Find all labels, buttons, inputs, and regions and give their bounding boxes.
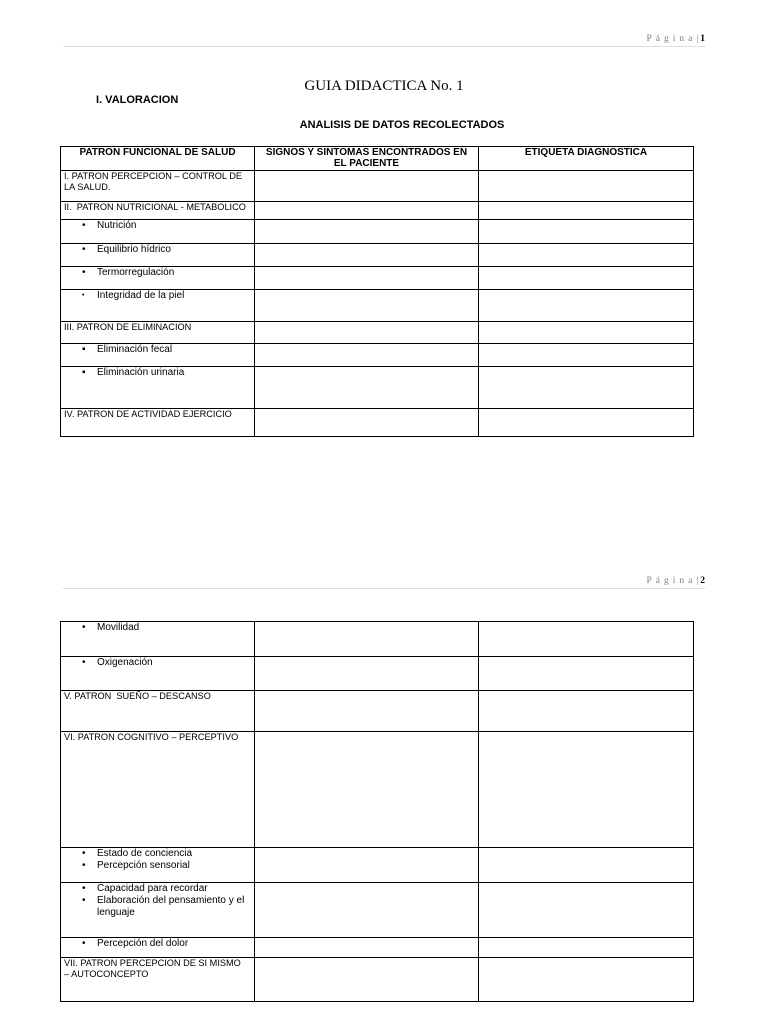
etiqueta-cell xyxy=(478,657,693,690)
etiqueta-cell xyxy=(478,344,693,366)
etiqueta-cell xyxy=(478,938,693,957)
patron-cell xyxy=(60,171,254,201)
etiqueta-cell xyxy=(478,202,693,219)
table-row xyxy=(60,408,693,436)
bullet-icon: • xyxy=(82,895,86,906)
assessment-table xyxy=(60,146,694,437)
list-item-text: Eliminación fecal xyxy=(97,344,173,355)
signos-cell xyxy=(254,202,478,219)
etiqueta-cell xyxy=(478,290,693,321)
signos-cell xyxy=(254,267,478,289)
page-number-header xyxy=(646,33,705,45)
list-item xyxy=(61,895,254,919)
patron-cell xyxy=(60,938,254,957)
table-row xyxy=(60,882,693,937)
patron-cell xyxy=(60,244,254,266)
patron-cell xyxy=(60,958,254,1001)
patron-cell xyxy=(60,267,254,289)
bullet-icon: • xyxy=(82,622,86,633)
list-item-text: Elaboración del pensamiento y el lenguaje xyxy=(97,895,245,918)
bullet-icon: • xyxy=(82,220,86,231)
patron-cell xyxy=(60,290,254,321)
signos-cell xyxy=(254,244,478,266)
patron-cell xyxy=(60,622,254,656)
page-label: Página xyxy=(646,34,697,44)
signos-cell xyxy=(254,848,478,882)
pattern-label: III. PATRON DE ELIMINACION xyxy=(64,322,192,332)
bullet-icon: • xyxy=(82,244,86,255)
signos-cell xyxy=(254,883,478,937)
list-item-text: Eliminación urinaria xyxy=(97,367,185,378)
page-label: Página xyxy=(646,576,697,586)
bullet-icon: • xyxy=(82,938,86,949)
table-caption: ANALISIS DE DATOS RECOLECTADOS xyxy=(299,119,505,131)
table-row xyxy=(60,343,693,366)
etiqueta-cell xyxy=(478,958,693,1001)
bullet-icon: ▪ xyxy=(82,344,86,355)
table-row xyxy=(60,243,693,266)
bullet-icon: • xyxy=(82,860,86,871)
etiqueta-cell xyxy=(478,691,693,731)
page-separator: | xyxy=(696,576,699,586)
column-header-patron: PATRON FUNCIONAL DE SALUD xyxy=(60,147,254,170)
patron-cell xyxy=(60,202,254,219)
table-row xyxy=(60,656,693,690)
etiqueta-cell xyxy=(478,220,693,243)
table-row xyxy=(60,201,693,219)
list-item-text: Integridad de la piel xyxy=(97,290,185,301)
signos-cell xyxy=(254,290,478,321)
signos-cell xyxy=(254,732,478,847)
signos-cell xyxy=(254,367,478,408)
table-row xyxy=(60,266,693,289)
list-item-text: Movilidad xyxy=(97,622,140,633)
list-item-text: Percepción del dolor xyxy=(97,938,189,949)
list-item xyxy=(61,220,254,232)
bullet-icon: • xyxy=(82,292,85,299)
list-item-text: Oxigenación xyxy=(97,657,153,668)
list-item xyxy=(61,860,254,872)
signos-cell xyxy=(254,622,478,656)
list-item xyxy=(61,938,254,950)
list-item-text: Equilibrio hídrico xyxy=(97,244,171,255)
pattern-label: I. PATRON PERCEPCION – CONTROL DE LA SALUD. xyxy=(64,171,245,192)
page-2 xyxy=(0,542,768,1024)
table-header-row xyxy=(60,146,693,170)
pattern-label: IV. PATRON DE ACTIVIDAD EJERCICIO xyxy=(64,409,232,419)
bullet-icon: ▪ xyxy=(82,367,86,378)
pattern-label: II. PATRON NUTRICIONAL - METABOLICO xyxy=(64,202,246,212)
document-title: GUIA DIDACTICA No. 1 xyxy=(304,78,464,94)
etiqueta-cell xyxy=(478,732,693,847)
table-row xyxy=(60,219,693,243)
list-item-text: Estado de conciencia xyxy=(97,848,193,859)
list-item-text: Percepción sensorial xyxy=(97,860,190,871)
signos-cell xyxy=(254,691,478,731)
etiqueta-cell xyxy=(478,848,693,882)
etiqueta-cell xyxy=(478,883,693,937)
assessment-table-continued xyxy=(60,621,694,1002)
bullet-icon: • xyxy=(82,848,86,859)
header-rule xyxy=(63,46,705,47)
signos-cell xyxy=(254,220,478,243)
signos-cell xyxy=(254,657,478,690)
column-header-etiqueta: ETIQUETA DIAGNOSTICA xyxy=(478,147,693,170)
patron-cell xyxy=(60,732,254,847)
signos-cell xyxy=(254,322,478,343)
etiqueta-cell xyxy=(478,171,693,201)
table-row xyxy=(60,937,693,957)
table-row xyxy=(60,731,693,847)
etiqueta-cell xyxy=(478,267,693,289)
table-row xyxy=(60,847,693,882)
bullet-icon: • xyxy=(82,267,86,278)
page-number-header xyxy=(646,575,705,587)
signos-cell xyxy=(254,344,478,366)
header-rule xyxy=(63,588,705,589)
section-heading: I. VALORACION xyxy=(96,94,179,106)
patron-cell xyxy=(60,322,254,343)
pattern-label: V. PATRON SUEÑO – DESCANSO xyxy=(64,691,211,701)
column-header-signos: SIGNOS Y SINTOMAS ENCONTRADOS EN EL PACIENTE xyxy=(254,147,478,170)
list-item xyxy=(61,244,254,256)
patron-cell xyxy=(60,691,254,731)
table-row xyxy=(60,321,693,343)
patron-cell xyxy=(60,883,254,937)
list-item xyxy=(61,883,254,895)
etiqueta-cell xyxy=(478,244,693,266)
signos-cell xyxy=(254,938,478,957)
page-number: 1 xyxy=(700,34,705,44)
list-item-text: Nutrición xyxy=(97,220,137,231)
list-item xyxy=(61,622,254,634)
signos-cell xyxy=(254,409,478,436)
etiqueta-cell xyxy=(478,409,693,436)
page-number: 2 xyxy=(700,576,705,586)
etiqueta-cell xyxy=(478,367,693,408)
pattern-label: VI. PATRON COGNITIVO – PERCEPTIVO xyxy=(64,732,239,742)
list-item xyxy=(61,367,254,379)
patron-cell xyxy=(60,848,254,882)
list-item-text: Capacidad para recordar xyxy=(97,883,208,894)
table-row xyxy=(60,170,693,201)
list-item xyxy=(61,848,254,860)
patron-cell xyxy=(60,220,254,243)
list-item xyxy=(61,657,254,669)
etiqueta-cell xyxy=(478,622,693,656)
pattern-label: VII. PATRON PERCEPCION DE SI MISMO – AUTOCONCEPTO xyxy=(64,958,244,979)
table-row xyxy=(60,621,693,656)
patron-cell xyxy=(60,367,254,408)
signos-cell xyxy=(254,958,478,1001)
table-row xyxy=(60,366,693,408)
list-item xyxy=(61,344,254,356)
bullet-icon: • xyxy=(82,883,86,894)
table-row xyxy=(60,690,693,731)
list-item xyxy=(61,290,254,302)
patron-cell xyxy=(60,344,254,366)
page-separator: | xyxy=(696,34,699,44)
table-row xyxy=(60,289,693,321)
table-row xyxy=(60,957,693,1001)
list-item xyxy=(61,267,254,279)
signos-cell xyxy=(254,171,478,201)
etiqueta-cell xyxy=(478,322,693,343)
patron-cell xyxy=(60,657,254,690)
list-item-text: Termorregulación xyxy=(97,267,175,278)
patron-cell xyxy=(60,409,254,436)
bullet-icon: • xyxy=(82,657,86,668)
